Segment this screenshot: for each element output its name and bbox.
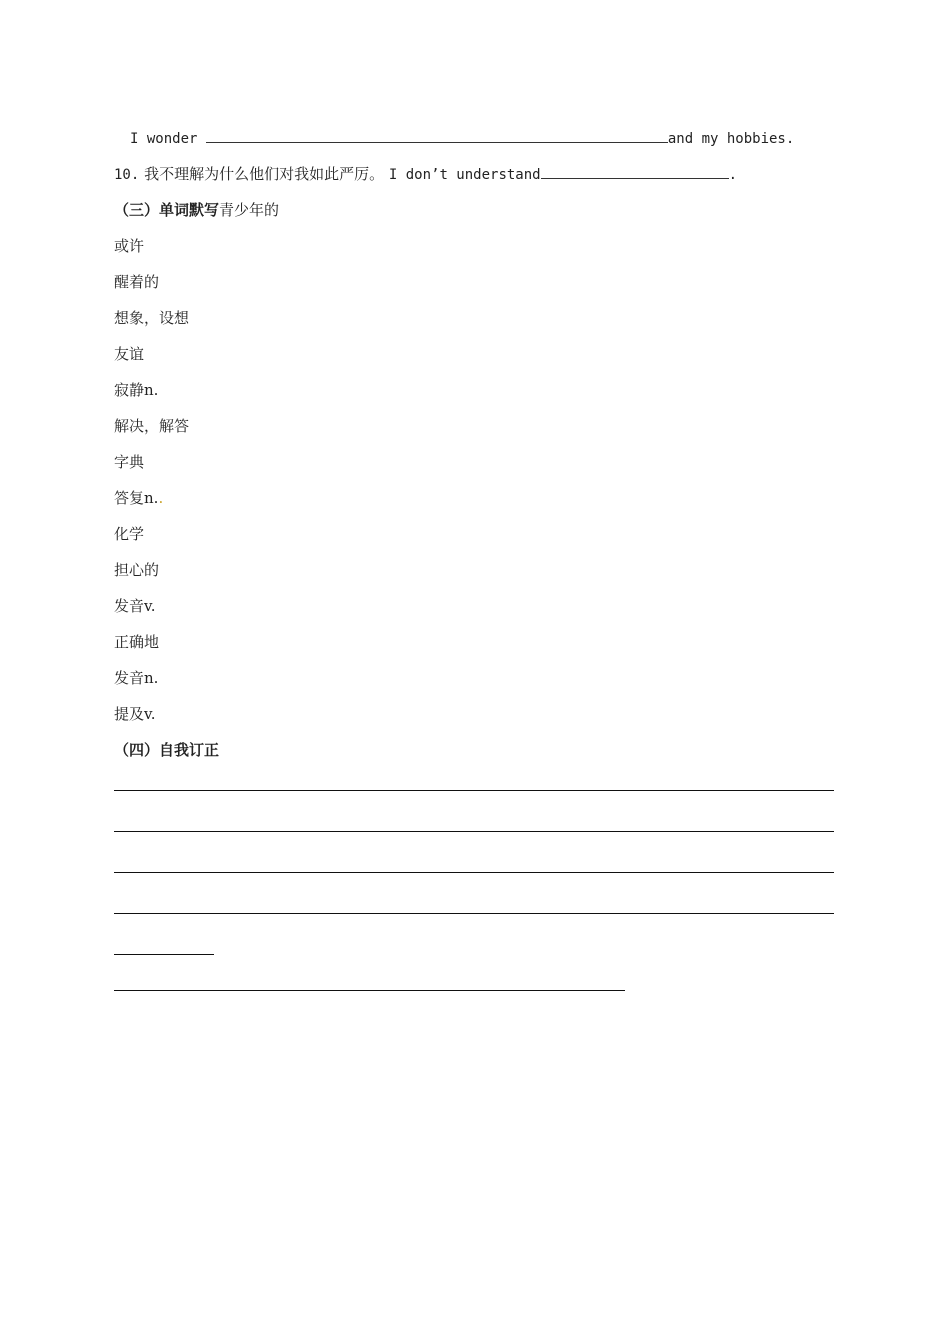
- word-item: 解决，解答: [114, 417, 190, 435]
- writing-line[interactable]: [114, 954, 214, 955]
- word-item: 醒着的: [114, 273, 160, 291]
- answer-blank[interactable]: [206, 128, 668, 143]
- mark-dot: .: [158, 489, 164, 507]
- word-item: 化学: [114, 525, 145, 543]
- question-10-english: I don’t understand: [388, 167, 541, 183]
- section-3-heading-line: [114, 200, 279, 220]
- writing-line[interactable]: [114, 913, 834, 914]
- word-item: 想象，设想: [114, 309, 190, 327]
- question-number: 10.: [114, 167, 140, 183]
- writing-line[interactable]: [114, 990, 625, 991]
- question-10-chinese: 我不理解为什么他们对我如此严厉。: [144, 165, 385, 183]
- word-item: 或许: [114, 237, 145, 255]
- question-9-suffix: and my hobbies.: [667, 131, 795, 147]
- word-item-line: [114, 488, 163, 508]
- word-item: 寂静n.: [114, 381, 159, 399]
- writing-line[interactable]: [114, 831, 834, 832]
- word-item: 发音n.: [114, 669, 159, 687]
- question-10-line: [114, 164, 737, 185]
- question-9-prefix: I wonder: [130, 131, 206, 147]
- writing-line[interactable]: [114, 790, 834, 791]
- question-9-line: [130, 128, 794, 149]
- question-10-suffix: .: [728, 167, 738, 183]
- word-item: 提及v.: [114, 705, 156, 723]
- word-item: 担心的: [114, 561, 160, 579]
- word-item: 答复n.: [114, 489, 159, 507]
- answer-blank[interactable]: [541, 164, 729, 179]
- word-item: 发音v.: [114, 597, 156, 615]
- section-heading: （四）自我订正: [114, 741, 220, 759]
- word-item: 青少年的: [219, 201, 280, 219]
- word-item: 友谊: [114, 345, 145, 363]
- word-item: 正确地: [114, 633, 160, 651]
- writing-line[interactable]: [114, 872, 834, 873]
- section-heading: （三）单词默写: [114, 201, 220, 219]
- word-item: 字典: [114, 453, 145, 471]
